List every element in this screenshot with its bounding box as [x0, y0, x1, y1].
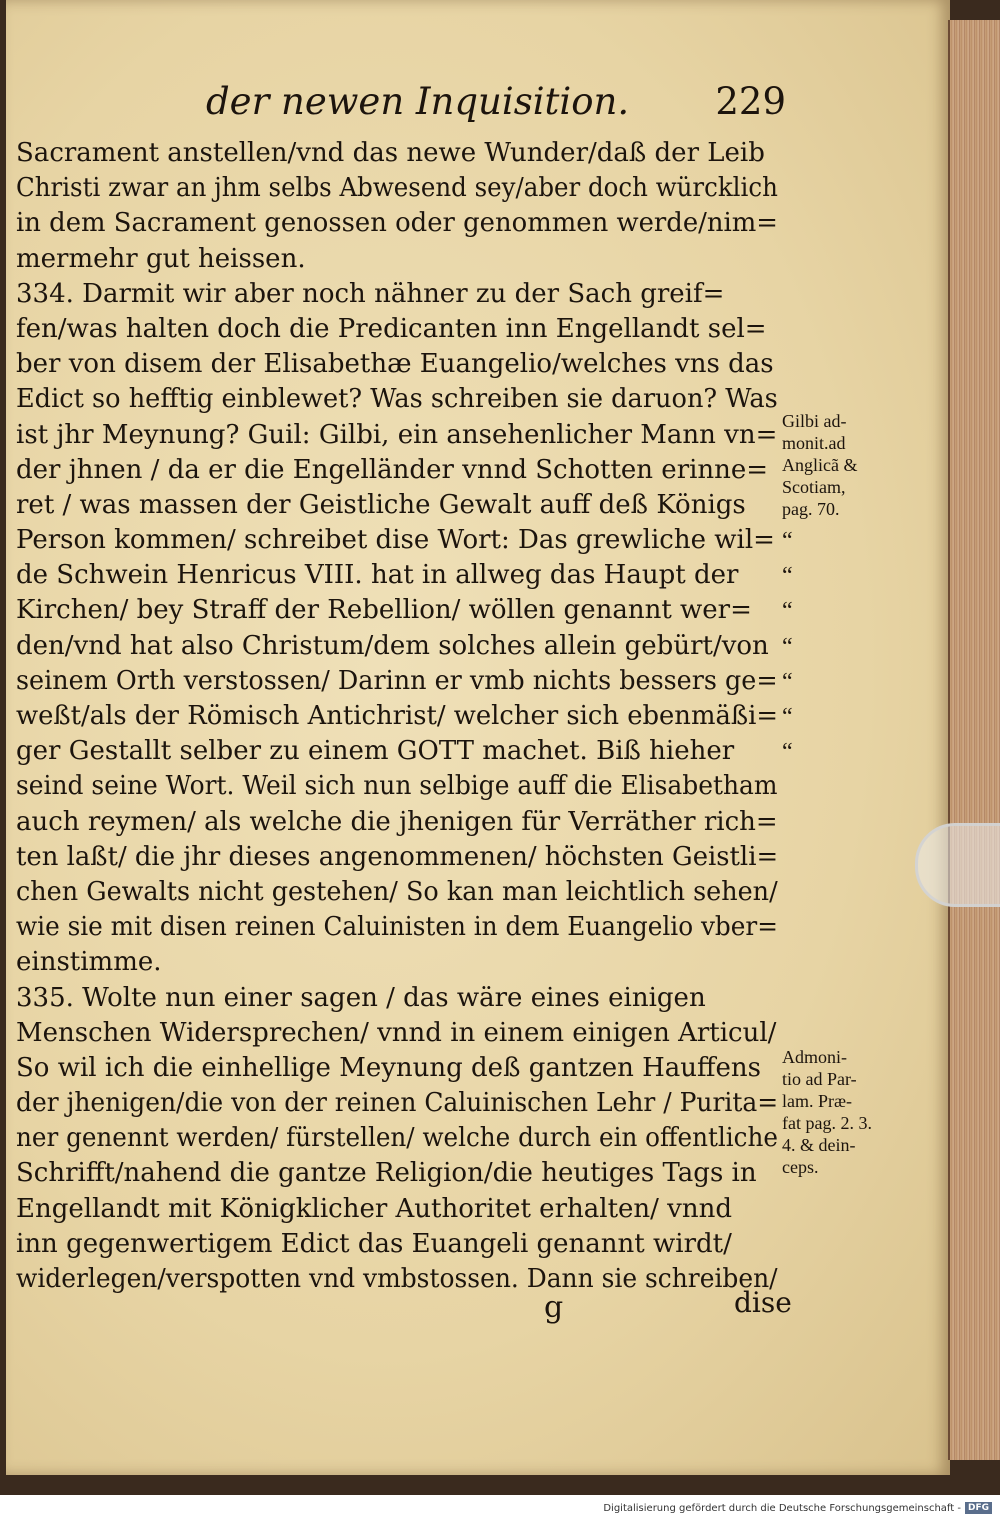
text-line: ret / was massen der Geistliche Gewalt auff deß Königs [16, 489, 746, 520]
footer-credit: Digitalisierung gefördert durch die Deutsche Forschungsgemeinschaft - [603, 1502, 961, 1514]
text-line: in dem Sacrament genossen oder genommen werde/nim= [16, 208, 778, 239]
margin-note-line: Admoni- [782, 1047, 847, 1067]
quotation-mark: “ [782, 703, 793, 730]
text-line: de Schwein Henricus VIII. hat in allweg das Haupt der [16, 560, 739, 591]
quotation-mark: “ [782, 563, 793, 590]
text-line: wie sie mit disen reinen Caluinisten in dem Euangelio vber= [16, 912, 778, 943]
footer [603, 1502, 992, 1514]
text-line: 334. Darmit wir aber noch nähner zu der Sach greif= [16, 278, 725, 309]
quotation-mark: “ [782, 528, 793, 554]
quotation-mark: “ [782, 633, 793, 660]
text-line: seinem Orth verstossen/ Darinn er vmb nichts bessers ge= [16, 665, 778, 696]
text-line: ner genennt werden/ fürstellen/ welche durch ein offentliche [16, 1123, 778, 1154]
text-line: widerlegen/verspotten vnd vmbstossen. Dann sie schreiben/ [16, 1264, 778, 1294]
text-line: ist jhr Meynung? Guil: Gilbi, ein ansehenlicher Mann vn= [16, 419, 778, 450]
margin-note-line: 4. & dein- [782, 1135, 856, 1155]
quotation-marks-column [782, 524, 802, 770]
margin-note-line: ceps. [782, 1157, 819, 1177]
text-line: inn gegenwertigem Edict das Euangeli genannt wirdt/ [16, 1228, 732, 1259]
text-line: ten laßt/ die jhr dieses angenommenen/ höchsten Geistli= [16, 841, 779, 872]
quotation-mark: “ [782, 598, 793, 625]
body-text [16, 136, 778, 1297]
text-line: 335. Wolte nun einer sagen / das wäre eines einigen [16, 982, 706, 1013]
text-line: Engellandt mit Königklicher Authoritet erhalten/ vnnd [16, 1193, 732, 1224]
margin-note-line: tio ad Par- [782, 1069, 857, 1089]
margin-note-gilbi [782, 410, 857, 520]
text-line: der jhnen / da er die Engelländer vnnd Schotten erinne= [16, 454, 769, 485]
margin-note-line: monit.ad [782, 433, 846, 453]
margin-note-line: Scotiam, [782, 477, 846, 497]
quotation-mark: “ [782, 668, 793, 695]
text-line: So wil ich die einhellige Meynung deß gantzen Hauffens [16, 1052, 761, 1083]
signature-mark: g [544, 1290, 564, 1325]
text-line: ber von disem der Elisabethæ Euangelio/welches vns das [16, 349, 774, 380]
paper-clip-icon [915, 823, 1000, 907]
text-line: Christi zwar an jhm selbs Abwesend sey/aber doch würcklich [16, 173, 778, 204]
text-line: Sacrament anstellen/vnd das newe Wunder/daß der Leib [16, 138, 765, 168]
text-line: Schrifft/nahend die gantze Religion/die heutiges Tags in [16, 1158, 757, 1189]
running-header [206, 80, 786, 130]
text-line: seind seine Wort. Weil sich nun selbige auff die Elisabetham [16, 771, 778, 802]
text-line: Person kommen/ schreibet dise Wort: Das grewliche wil= [16, 525, 775, 556]
margin-note-line: lam. Præ- [782, 1091, 852, 1111]
margin-note-line: Anglicã & [782, 455, 858, 475]
text-line: fen/was halten doch die Predicanten inn Engellandt sel= [16, 313, 767, 344]
margin-note-line: fat pag. 2. 3. [782, 1113, 872, 1133]
text-line: Edict so hefftig einblewet? Was schreiben sie daruon? Was [16, 384, 778, 415]
dfg-logo-icon: DFG [965, 1502, 992, 1514]
page-number: 229 [715, 80, 786, 123]
text-line: einstimme. [16, 947, 162, 978]
text-line: Kirchen/ bey Straff der Rebellion/ wöllen genannt wer= [16, 595, 752, 626]
book-page [6, 0, 950, 1475]
margin-note-line: Gilbi ad- [782, 411, 847, 431]
text-line: weßt/als der Römisch Antichrist/ welcher sich ebenmäßi= [16, 701, 779, 731]
margin-note-line: pag. 70. [782, 499, 840, 519]
text-line: auch reymen/ als welche die jhenigen für Verräther rich= [16, 806, 778, 837]
text-line: chen Gewalts nicht gestehen/ So kan man leichtlich sehen/ [16, 876, 778, 907]
text-line: der jhenigen/die von der reinen Caluinischen Lehr / Purita= [16, 1088, 779, 1119]
book-page-edges [948, 20, 1000, 1460]
text-line: mermehr gut heissen. [16, 243, 306, 274]
text-line: Menschen Widersprechen/ vnnd in einem einigen Articul/ [16, 1017, 777, 1048]
quotation-mark: “ [782, 739, 793, 766]
text-line: ger Gestallt selber zu einem GOTT machet. Biß hieher [16, 736, 735, 767]
text-line: den/vnd hat also Christum/dem solches allein gebürt/von [16, 630, 769, 661]
catchword: dise [734, 1286, 792, 1319]
margin-note-admonitio [782, 1046, 872, 1178]
running-title: der newen Inquisition. [206, 80, 630, 123]
